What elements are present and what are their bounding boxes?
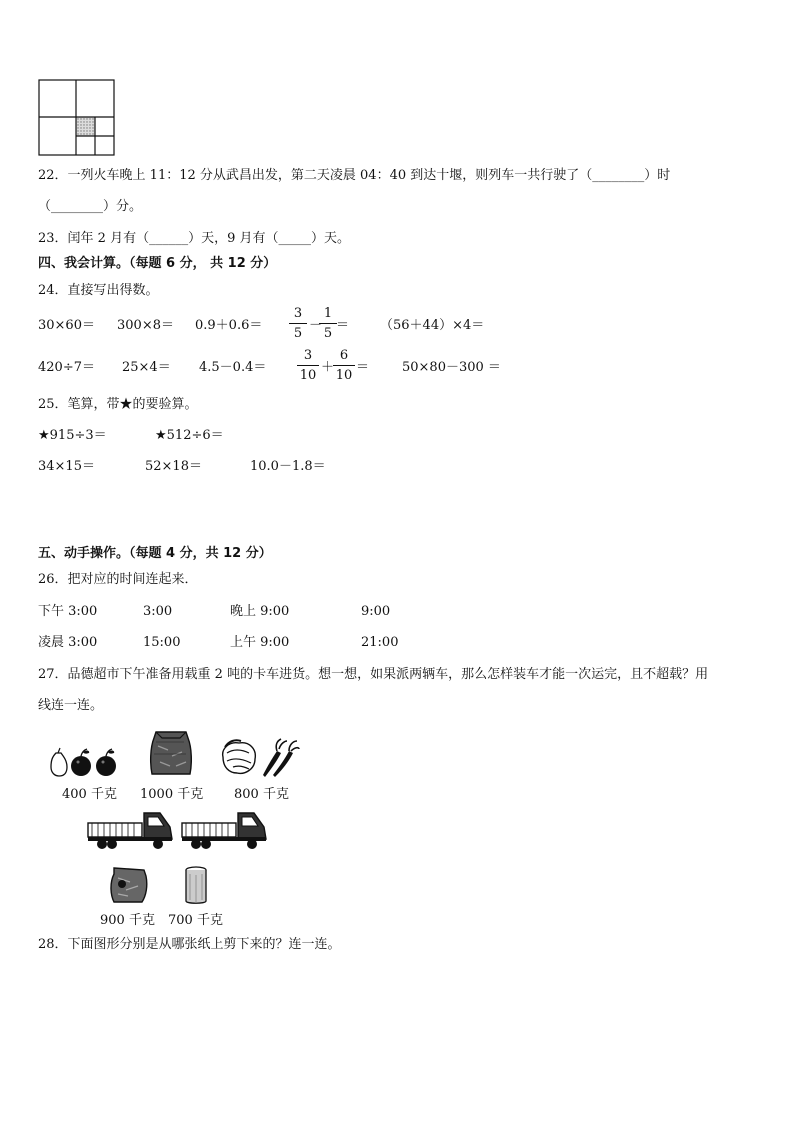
q24-r2-a: 420÷7＝	[38, 360, 95, 375]
q26-title: 26．把对应的时间连起来．	[38, 572, 198, 587]
weight-container: 700 千克	[168, 913, 223, 928]
shaded-cell	[76, 117, 95, 136]
q24-r2-c: 4.5－0.4＝	[199, 360, 267, 375]
q27-line1: 27．品德超市下午准备用载重 2 吨的卡车进货。想一想，如果派两辆车，那么怎样装车才能一次运完，且不超载？用	[38, 667, 709, 682]
section-5-heading: 五、动手操作。（每题 4 分，共 12 分）	[38, 546, 272, 561]
truck-icon-1	[86, 809, 174, 851]
q25-r1-b: ★512÷6＝	[155, 428, 224, 443]
q26-r1-a: 下午 3:00	[38, 604, 98, 619]
frac2-equals: ＝	[356, 360, 370, 375]
q26-r1-b: 3:00	[143, 604, 173, 619]
q23-text: 23．闰年 2 月有（______）天，9 月有（_____）天。	[38, 231, 350, 246]
q28-text: 28．下面图形分别是从哪张纸上剪下来的？连一连。	[38, 937, 341, 952]
q24-r1-d: （56＋44）×4＝	[380, 318, 485, 333]
q24-title: 24．直接写出得数。	[38, 283, 159, 298]
q26-r1-c: 晚上 9:00	[230, 604, 290, 619]
grid-figure	[38, 79, 116, 157]
frac1-b-numerator: 1	[319, 307, 337, 324]
fruit-icon	[48, 745, 120, 777]
frac2-b-numerator: 6	[333, 349, 355, 366]
q22-line2: （________）分。	[38, 199, 143, 214]
q25-r1-a: ★915÷3＝	[38, 428, 107, 443]
q26-r2-b: 15:00	[143, 635, 181, 650]
q25-r2-a: 34×15＝	[38, 459, 95, 474]
q27-line2: 线连一连。	[38, 698, 104, 713]
frac2-a-denominator: 10	[299, 368, 317, 383]
q24-r1-a: 30×60＝	[38, 318, 95, 333]
q25-r2-b: 52×18＝	[145, 459, 202, 474]
q26-r2-a: 凌晨 3:00	[38, 635, 98, 650]
frac1-equals: ＝	[336, 318, 350, 333]
q26-r2-d: 21:00	[361, 635, 399, 650]
q24-r2-b: 25×4＝	[122, 360, 171, 375]
weight-sack: 1000 千克	[140, 787, 204, 802]
q26-r1-d: 9:00	[361, 604, 391, 619]
frac1-operator: －	[309, 318, 323, 333]
frac2-a-numerator: 3	[297, 349, 319, 366]
frac2-b-denominator: 10	[335, 368, 353, 383]
frac1-a-numerator: 3	[289, 307, 307, 324]
q22-line1: 22．一列火车晚上 11：12 分从武昌出发，第二天凌晨 04：40 到达十堰，则列车一共行驶了（________）时	[38, 168, 671, 183]
q25-title: 25．笔算，带★的要验算。	[38, 397, 198, 412]
frac2-operator: ＋	[321, 360, 335, 375]
q24-r1-b: 300×8＝	[117, 318, 174, 333]
bag-icon	[108, 864, 150, 906]
q25-r2-c: 10.0－1.8＝	[250, 459, 326, 474]
q24-r1-c: 0.9＋0.6＝	[195, 318, 263, 333]
frac1-b-denominator: 5	[323, 326, 333, 341]
sack-icon	[148, 728, 194, 778]
q24-r2-d: 50×80－300 ＝	[402, 360, 501, 375]
weight-vegetables: 800 千克	[234, 787, 289, 802]
frac1-a-denominator: 5	[293, 326, 303, 341]
container-icon	[184, 866, 208, 906]
q26-r2-c: 上午 9:00	[230, 635, 290, 650]
section-4-heading: 四、我会计算。（每题 6 分， 共 12 分）	[38, 256, 277, 271]
vegetables-icon	[219, 737, 301, 779]
weight-bag: 900 千克	[100, 913, 155, 928]
weight-fruit: 400 千克	[62, 787, 117, 802]
truck-icon-2	[180, 809, 268, 851]
